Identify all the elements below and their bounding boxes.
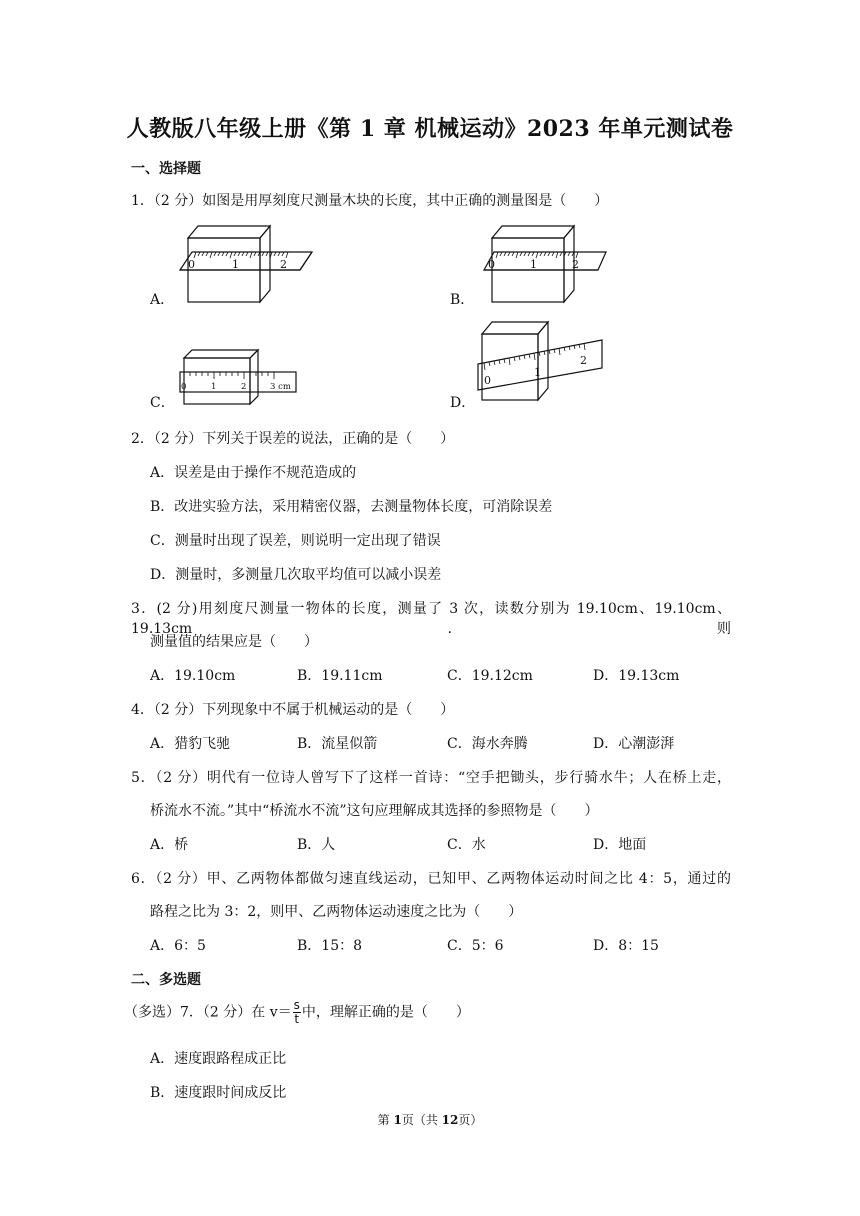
fraction-s-over-t (293, 999, 301, 1026)
question-7-prefix: （多选）7．（2 分）在 v＝ (124, 1004, 292, 1021)
figure-a-label: A． (150, 292, 175, 308)
ruler-tick-3cm: 3 cm (270, 382, 291, 392)
figure-b-label: B． (450, 292, 475, 308)
ruler-tick-0: 0 (188, 258, 195, 271)
question-1-stem: 1．（2 分）如图是用厚刻度尺测量木块的长度，其中正确的测量图是（ ） (131, 193, 609, 209)
figure-b-ruler-measurement (478, 222, 613, 302)
question-5-stem-line1: 5．（2 分）明代有一位诗人曾写下了这样一首诗：“空手把锄头，步行骑水牛；人在桥上走， (131, 770, 731, 786)
question-4-option-c: C．海水奔腾 (447, 736, 528, 752)
question-5-option-d: D．地面 (593, 837, 647, 853)
question-6-option-b: B．15：8 (297, 938, 363, 954)
ruler-tick-2: 2 (241, 382, 247, 392)
question-2-option-c: C．测量时出现了误差，则说明一定出现了错误 (150, 533, 441, 549)
question-6-stem-line1: 6．（2 分）甲、乙两物体都做匀速直线运动，已知甲、乙两物体运动时间之比 4：5，通过的 (131, 871, 731, 887)
figure-d-label: D． (450, 395, 476, 411)
question-2-option-d: D．测量时，多测量几次取平均值可以减小误差 (150, 567, 442, 583)
question-6-option-c: C．5：6 (447, 938, 504, 954)
question-3-option-a: A．19.10cm (150, 668, 236, 684)
question-6-stem-line2: 路程之比为 3：2，则甲、乙两物体运动速度之比为（ ） (150, 904, 523, 920)
ruler-tick-2: 2 (580, 354, 587, 367)
question-3-option-c: C．19.12cm (447, 668, 533, 684)
question-3-option-d: D．19.13cm (593, 668, 680, 684)
question-7-stem (124, 999, 470, 1026)
figure-c-label: C． (150, 395, 175, 411)
ruler-tick-1: 1 (534, 366, 541, 379)
question-3-stem-line1: 3．(2 分)用刻度尺测量一物体的长度，测量了 3 次，读数分别为 19.10cm、19.10cm、19.13cm．则 (131, 601, 731, 637)
question-5-stem-line2: 桥流水不流。”其中“桥流水不流”这句应理解成其选择的参照物是（ ） (150, 803, 599, 819)
figure-d-ruler-measurement (476, 320, 606, 402)
figure-c-ruler-measurement (178, 348, 303, 406)
ruler-tick-1: 1 (530, 258, 537, 271)
footer-pre: 第 (377, 1113, 394, 1127)
section-heading-choice: 一、选择题 (131, 161, 201, 177)
question-3-option-b: B．19.11cm (297, 668, 383, 684)
question-6-option-d: D．8：15 (593, 938, 659, 954)
question-7-suffix: 中，理解正确的是（ ） (301, 1004, 470, 1021)
question-7-option-a: A．速度跟路程成正比 (150, 1051, 287, 1067)
question-5-option-a: A．桥 (150, 837, 189, 853)
question-3-stem-line2: 测量值的结果应是（ ） (150, 634, 318, 650)
ruler-tick-0: 0 (181, 382, 187, 392)
ruler-tick-2: 2 (280, 258, 287, 271)
ruler-tick-1: 1 (211, 382, 217, 392)
question-2-option-b: B．改进实验方法，采用精密仪器，去测量物体长度，可消除误差 (150, 499, 553, 515)
question-4-option-d: D．心潮澎湃 (593, 736, 675, 752)
question-6-option-a: A．6：5 (150, 938, 206, 954)
section-heading-multi: 二、多选题 (131, 972, 201, 988)
footer-total-pages: 12 (441, 1113, 459, 1127)
ruler-tick-0: 0 (484, 374, 491, 387)
question-5-option-c: C．水 (447, 837, 486, 853)
page-title: 人教版八年级上册《第 1 章 机械运动》2023 年单元测试卷 (126, 116, 734, 142)
question-2-stem: 2．（2 分）下列关于误差的说法，正确的是（ ） (131, 431, 455, 447)
question-7-option-b: B．速度跟时间成反比 (150, 1085, 287, 1101)
ruler-tick-2: 2 (572, 258, 579, 271)
question-4-option-b: B．流星似箭 (297, 736, 378, 752)
fraction-numerator: s (293, 998, 300, 1012)
question-5-option-b: B．人 (297, 837, 336, 853)
question-4-stem: 4．（2 分）下列现象中不属于机械运动的是（ ） (131, 702, 455, 718)
footer-post: 页） (458, 1113, 483, 1127)
fraction-denominator: t (294, 1012, 300, 1026)
figure-a-ruler-measurement (178, 222, 313, 302)
footer-page-number: 1 (393, 1113, 402, 1127)
question-4-option-a: A．猎豹飞驰 (150, 736, 231, 752)
ruler-tick-0: 0 (488, 258, 495, 271)
ruler-tick-1: 1 (232, 258, 239, 271)
question-2-option-a: A．误差是由于操作不规范造成的 (150, 465, 357, 481)
footer-mid: 页（共 (401, 1113, 442, 1127)
page-footer (0, 1111, 860, 1128)
